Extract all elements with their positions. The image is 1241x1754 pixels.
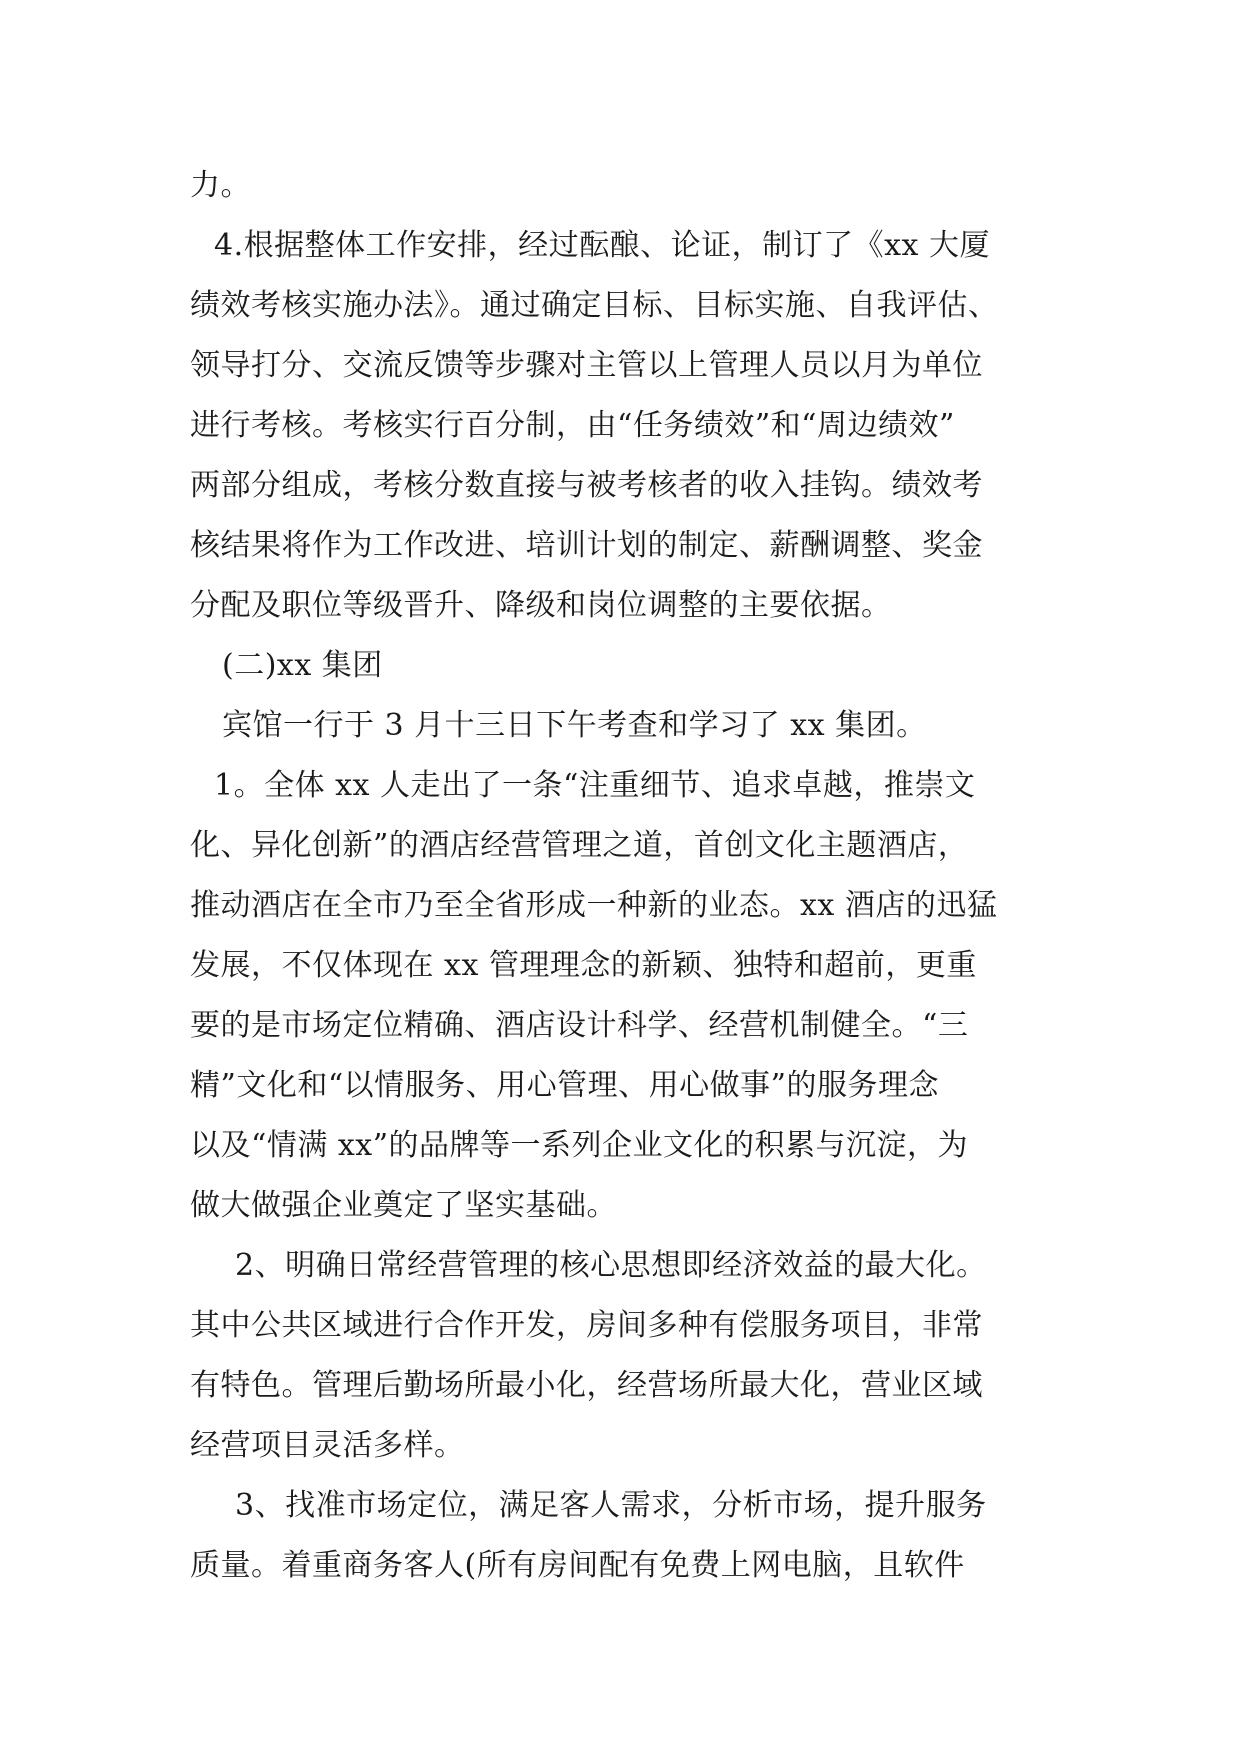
text-line: 两部分组成，考核分数直接与被考核者的收入挂钩。绩效考 — [190, 468, 983, 503]
text-line: 以及“情满 xx”的品牌等一系列企业文化的积累与沉淀，为 — [190, 1128, 969, 1163]
text-line: 精”文化和“以情服务、用心管理、用心做事”的服务理念 — [190, 1068, 940, 1103]
text-line: 经营项目灵活多样。 — [190, 1428, 465, 1463]
text-line: 其中公共区域进行合作开发，房间多种有偿服务项目，非常 — [190, 1308, 983, 1343]
section-heading: (二)xx 集团 — [222, 648, 383, 683]
text-line: 力。 — [190, 168, 251, 203]
text-line: 宾馆一行于 3 月十三日下午考查和学习了 xx 集团。 — [222, 708, 927, 743]
text-line: 核结果将作为工作改进、培训计划的制定、薪酬调整、奖金 — [190, 528, 983, 563]
text-line: 2、明确日常经营管理的核心思想即经济效益的最大化。 — [235, 1248, 987, 1283]
text-line: 4.根据整体工作安排，经过酝酿、论证，制订了《xx 大厦 — [214, 228, 990, 263]
text-line: 1。全体 xx 人走出了一条“注重细节、追求卓越，推崇文 — [214, 768, 976, 803]
text-line: 领导打分、交流反馈等步骤对主管以上管理人员以月为单位 — [190, 348, 983, 383]
text-line: 3、找准市场定位，满足客人需求，分析市场，提升服务 — [235, 1488, 987, 1523]
text-line: 推动酒店在全市乃至全省形成一种新的业态。xx 酒店的迅猛 — [190, 888, 998, 923]
text-line: 有特色。管理后勤场所最小化，经营场所最大化，营业区域 — [190, 1368, 983, 1403]
text-line: 要的是市场定位精确、酒店设计科学、经营机制健全。“三 — [190, 1008, 969, 1043]
text-line: 化、异化创新”的酒店经营管理之道，首创文化主题酒店， — [190, 828, 969, 863]
text-line: 质量。着重商务客人(所有房间配有免费上网电脑，且软件 — [190, 1548, 965, 1583]
text-line: 发展，不仅体现在 xx 管理理念的新颖、独特和超前，更重 — [190, 948, 977, 983]
text-line: 分配及职位等级晋升、降级和岗位调整的主要依据。 — [190, 588, 892, 623]
text-line: 绩效考核实施办法》。通过确定目标、目标实施、自我评估、 — [190, 288, 999, 323]
text-line: 做大做强企业奠定了坚实基础。 — [190, 1188, 617, 1223]
text-line: 进行考核。考核实行百分制，由“任务绩效”和“周边绩效” — [190, 408, 955, 443]
